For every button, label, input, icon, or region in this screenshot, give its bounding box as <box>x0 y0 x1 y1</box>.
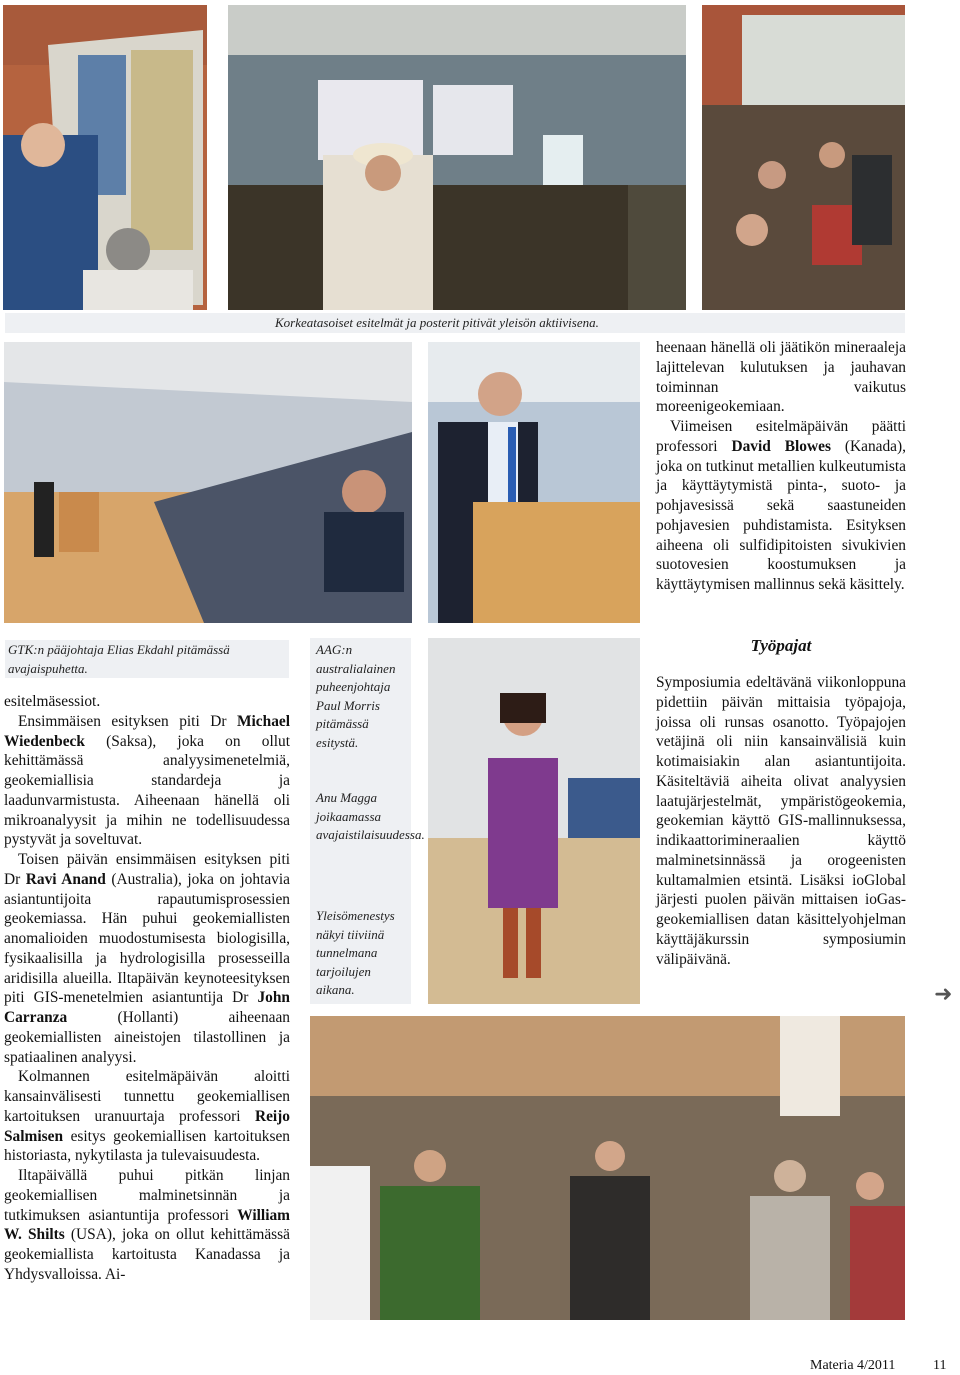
caption-side-column <box>310 638 425 1004</box>
text: (Australia), joka on johtavia asiantuntijoita rapautumisprosessien geokemiassa. Hän puhui geokemiallisten anomalioiden muodostumisesta biologisilla, fysikaalisilla ja hydrologisilla prosesseilla aridisilla alueilla. Iltapäivän keynoteesityksen piti GIS-menetelmien asiantuntija Dr <box>4 870 290 1007</box>
caption-opening <box>5 640 289 678</box>
photo-poster-viewing <box>3 5 207 310</box>
photo-poster-crowd <box>702 5 905 310</box>
text: esitelmäsessiot. <box>4 693 101 710</box>
person-name: David Blowes <box>731 437 831 455</box>
paragraph <box>656 338 906 417</box>
text: (Hollanti) aiheenaan geokemiallisten aineistojen tilastollinen ja spatiaalinen analyysi. <box>4 1009 290 1066</box>
photo-reception-crowd <box>310 1016 905 1320</box>
person-name: Reijo Salmisen <box>4 1107 290 1145</box>
arrow-right-icon: ➜ <box>934 982 953 1007</box>
footer-magazine: Materia 4/2011 <box>810 1358 896 1373</box>
text: (Saksa), joka on ollut kehittämässä analyysimenetelmiä, geokemiallisia standardeja ja laadunvarmistusta. Aiheenaan hänellä oli mikroanalyysit ja mihin ne todellisuudessa pystyvät ja soveltuvat. <box>4 732 290 849</box>
photo-lecture-hall-screens <box>228 5 686 310</box>
text: Kolmannen esitelmäpäivän aloitti kansainvälisesti tunnettu geokemiallisen kartoituksen uranuurtaja professori <box>4 1068 290 1125</box>
paragraph <box>4 712 290 850</box>
photo-joik-performer <box>428 638 640 1004</box>
paragraph: Symposiumia edeltävänä viikonloppuna pidettiin päivän mittaisia työpajoja, joissa oli runsas osanotto. Työpajojen vetäjinä oli niin kansainvälisiä kuin kotimaisiakin alan asiantuntijoita. Käsiteltäviä aiheita olivat analyysien laatujärjestelmät, ympäristögeokemia, geokemian käyttö GIS-mallinnuksessa, indikaattorimineraalien käyttö malminetsinnässä ja orogeenisten kultamalmien etsintä. Lisäksi ioGlobal järjesti puolen päivän mittaisen ioGas-geokemiallisen datan käsittelyohjelman käyttäjäkurssin symposiumin välipäivänä. <box>656 674 906 968</box>
text-column-left <box>4 692 290 1285</box>
person-name: Ravi Anand <box>25 870 106 888</box>
photo-speaker-podium <box>428 342 640 623</box>
text: Iltapäivällä puhui pitkän linjan geokemiallisen malminetsinnän ja tutkimuksen asiantuntija professori <box>4 1167 290 1224</box>
text: heenaan hänellä oli jäätikön mineraaleja lajittelevan kulutuksen ja jauhavan toiminnan vaikutus moreenigeokemiaan. <box>656 339 906 416</box>
caption-opening-text: GTK:n pääjohtaja Elias Ekdahl pitämässä avajaispuhetta. <box>8 642 230 676</box>
section-heading-workshops: Työpajat <box>750 636 812 655</box>
caption-top <box>5 313 905 333</box>
paragraph <box>4 1067 290 1166</box>
text: (Kanada), joka on tutkinut metallien kulkeutumista ja käyttäytymistä pinta-, suoto- ja pohjavesissä sekä saastuneiden pohjavesien puhdistamista. Esityksen aiheena oli sulfidipitoisten sivukivien suotovesien koostumuksen ja käyttäytymisen mallinnus sekä käsittely. <box>656 437 906 593</box>
photo-auditorium-audience <box>4 342 412 623</box>
caption-side-1: AAG:n australialainen puheenjohtaja Paul Morris pitämässä esitystä. <box>316 642 396 750</box>
text-column-workshops <box>656 673 906 969</box>
paragraph <box>4 692 290 712</box>
caption-side-3: Yleisömenestys näkyi tiiviinä tunnelmana tarjoilujen aikana. <box>316 908 395 997</box>
caption-top-text: Korkeatasoiset esitelmät ja posterit pitivät yleisön aktiivisena. <box>275 315 599 330</box>
paragraph <box>4 850 290 1067</box>
person-name: William W. Shilts <box>4 1206 290 1244</box>
text: Ensimmäisen esityksen piti Dr <box>18 712 237 730</box>
text-column-right-top <box>656 338 906 595</box>
paragraph <box>656 417 906 595</box>
footer-page-number: 11 <box>933 1358 947 1373</box>
text: Toisen päivän ensimmäisen esityksen piti Dr <box>4 851 290 888</box>
caption-side-2: Anu Magga joikaamassa avajaistilaisuudessa. <box>316 790 425 842</box>
text: esitys geokemiallisen kartoituksen historiasta, nykytilasta ja tulevaisuudesta. <box>4 1127 290 1165</box>
paragraph <box>4 1166 290 1285</box>
person-name: John Carranza <box>4 989 290 1026</box>
person-name: Michael Wiedenbeck <box>4 712 290 750</box>
text: (USA), joka on ollut kehittämässä geokemiallista kartoitusta Kanadassa ja Yhdysvalloissa. Ai- <box>4 1226 290 1283</box>
text: Viimeisen esitelmäpäivän päätti professori <box>656 418 906 455</box>
